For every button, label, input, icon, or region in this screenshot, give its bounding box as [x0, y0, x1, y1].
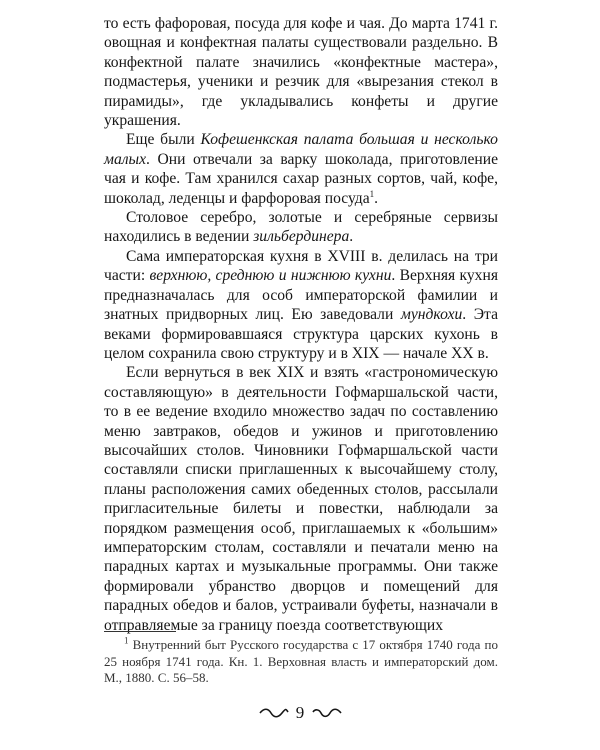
- italic-term: мундкохи: [400, 306, 463, 324]
- footnote-marker: 1: [124, 635, 129, 646]
- paragraph: [104, 208, 498, 247]
- text-run: . Они отвечали за варку шоколада, приготовление чая и кофе. Там хранился сахар разных сортов, чай, кофе, шоколад, леденцы и фарфоровая посуда: [104, 150, 498, 207]
- text-run: .: [349, 228, 354, 246]
- main-text: [104, 14, 498, 635]
- paragraph: [104, 14, 498, 130]
- italic-term: зильбердинера: [253, 228, 350, 246]
- paragraph: [104, 247, 498, 363]
- footnote-text: Внутренний быт Русского государства с 17 октября 1740 года по 25 ноября 1741 года. Кн. 1. Верховная власть и императорский дом. М., 1880. С. 56–58.: [104, 637, 498, 685]
- text-run: . Эта веками формировавшаяся структура царских кухонь в целом сохранила свою структуру и в XIX — начале XX в.: [104, 306, 498, 362]
- italic-term: Кофешенкская палата большая и несколько малых: [104, 131, 498, 168]
- page-number-block: [0, 702, 600, 723]
- paragraph: [104, 363, 498, 635]
- footnote-reference: 1: [369, 188, 375, 199]
- page-content: [104, 14, 498, 635]
- page-number: 9: [295, 703, 305, 723]
- text-run: Столовое серебро, золотые и серебряные сервизы находились в ведении: [104, 209, 498, 246]
- right-ornament-icon: [312, 707, 342, 719]
- text-run: Сама императорская кухня в XVIII в. делилась на три части:: [104, 247, 498, 285]
- text-run: Если вернуться в век XIX и взять «гастрономическую составляющую» в деятельности Гофмаршальской части, то в ее ведение входило множество задач по составлению меню завтраков, обедов и ужинов и приготовлению высочайших столов. Чиновники Гофмаршальской части составляли списки приглашенных к высочайшему столу, планы расположения самих обеденных столов, рассылали пригласительные билеты и повестки, наблюдали за порядком размещения особ, приглашаемых к «большим» императорским столам, составляли и печатали меню на парадных картах и музыкальные программы. Они также формировали убранство дворцов и помещений для парадных обедов и балов, устраивали буфеты, назначали в отправляемые за границу поезда соответствующих: [104, 364, 498, 634]
- paragraph: [104, 130, 498, 208]
- text-run: . Верхняя кухня предназначалась для особ императорской фамилии и знатных придворных лиц. Ею заведовали: [104, 267, 498, 324]
- text-run: Еще были: [126, 131, 201, 149]
- italic-term: верхнюю, среднюю и нижнюю кухни: [149, 267, 392, 285]
- footnote: [104, 637, 498, 687]
- text-run: то есть фафоровая, посуда для кофе и чая. До марта 1741 г. овощная и конфектная палаты существовали раздельно. В конфектной палате значились «конфектные мастера», подмастерья, ученики и резчик для «вырезания стекол в пирамиды», где укладывались конфеты и другие украшения.: [104, 15, 498, 130]
- footnote-divider: [104, 631, 176, 632]
- left-ornament-icon: [259, 707, 289, 719]
- text-run: .: [374, 189, 379, 207]
